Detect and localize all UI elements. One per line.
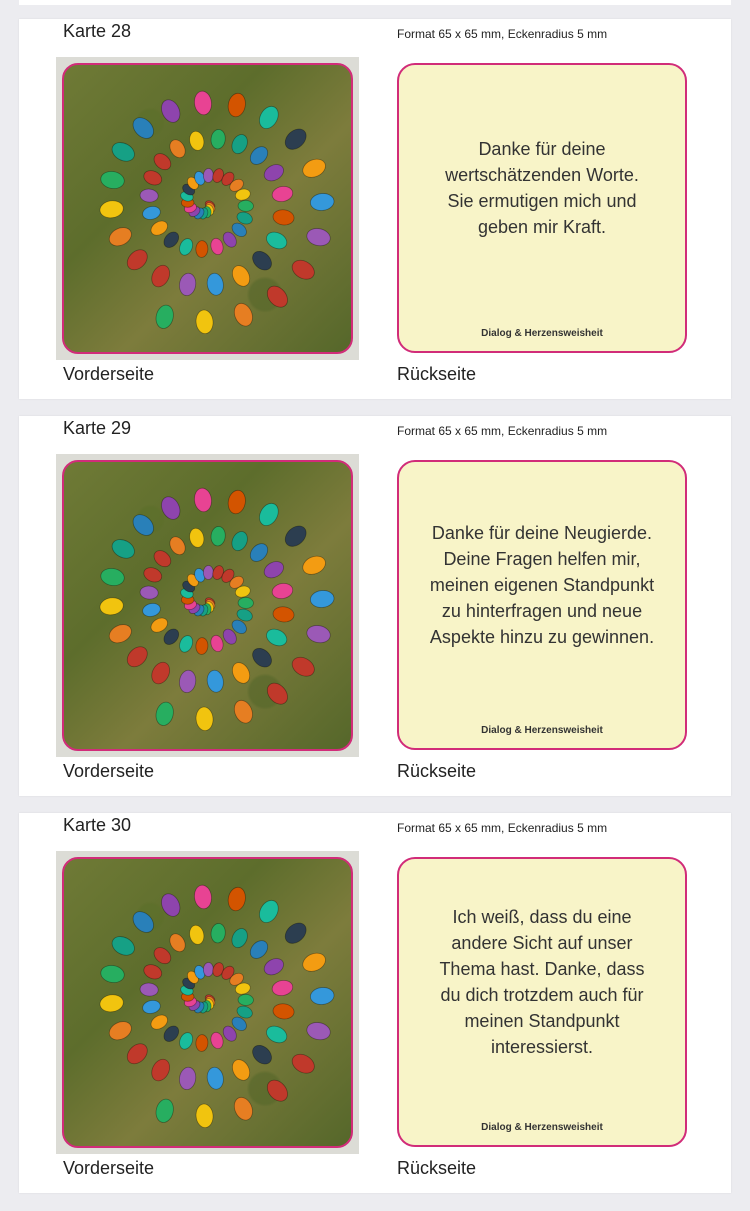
- painted-stone: [188, 924, 206, 946]
- painted-stone: [281, 919, 310, 948]
- painted-stone: [154, 303, 176, 330]
- previous-page-edge: [19, 0, 731, 5]
- painted-stone: [151, 547, 174, 570]
- painted-stone: [289, 256, 318, 283]
- painted-stone: [195, 706, 214, 731]
- painted-stone: [142, 168, 164, 188]
- card-page-29: [19, 416, 731, 796]
- painted-stone: [140, 585, 159, 600]
- painted-stone: [263, 679, 291, 708]
- painted-stone: [158, 891, 184, 920]
- painted-stone: [193, 90, 213, 116]
- painted-stone: [195, 240, 208, 258]
- painted-stone: [167, 931, 189, 954]
- back-label: Rückseite: [397, 1158, 477, 1178]
- painted-stone: [209, 237, 225, 256]
- painted-stone: [206, 669, 225, 693]
- format-note: Format 65 x 65 mm, Eckenradius 5 mm: [397, 424, 608, 438]
- painted-stone: [310, 986, 335, 1005]
- painted-stone: [289, 653, 318, 680]
- painted-stone: [106, 621, 134, 646]
- painted-stone: [249, 1042, 275, 1068]
- painted-stone: [123, 1040, 151, 1068]
- painted-stone: [177, 634, 195, 654]
- painted-stone: [271, 185, 294, 204]
- painted-stone: [210, 129, 226, 150]
- painted-stone: [229, 263, 253, 290]
- card-front-image: [56, 851, 359, 1154]
- painted-stone: [195, 1103, 214, 1128]
- card-back-text: Ich weiß, dass du eine andere Sicht auf unser Thema hast. Danke, dass du dich trotzdem auch für meinen Standpunkt interessierst.: [439, 907, 645, 1057]
- painted-stone: [256, 897, 282, 926]
- painted-stone: [238, 200, 254, 212]
- painted-stone: [188, 130, 206, 152]
- painted-stone: [231, 1095, 256, 1123]
- painted-stone: [310, 589, 335, 608]
- painted-stone: [193, 487, 213, 513]
- painted-stone: [178, 272, 197, 297]
- painted-stone: [99, 567, 125, 588]
- painted-stone: [264, 229, 290, 252]
- painted-stone: [210, 526, 226, 547]
- card-back: [397, 63, 687, 353]
- painted-stone: [123, 643, 151, 671]
- painted-stone: [195, 637, 208, 655]
- painted-stone: [271, 582, 294, 601]
- painted-stone: [99, 993, 125, 1013]
- front-label: Vorderseite: [63, 1158, 155, 1178]
- painted-stone: [109, 933, 138, 959]
- card-front-image: [56, 57, 359, 360]
- painted-stone: [238, 597, 254, 609]
- card-page-30: [19, 813, 731, 1193]
- painted-stone: [154, 700, 176, 727]
- format-note: Format 65 x 65 mm, Eckenradius 5 mm: [397, 27, 608, 41]
- painted-stone: [188, 527, 206, 549]
- stone-spiral-photo: [62, 857, 353, 1148]
- painted-stone: [272, 1002, 295, 1020]
- painted-stone: [264, 626, 290, 649]
- painted-stone: [158, 494, 184, 523]
- painted-stone: [148, 1056, 173, 1084]
- painted-stone: [226, 886, 247, 912]
- painted-stone: [281, 125, 310, 154]
- painted-stone: [247, 540, 271, 565]
- painted-stone: [167, 137, 189, 160]
- format-note: Format 65 x 65 mm, Eckenradius 5 mm: [397, 821, 608, 835]
- stone-spiral-photo: [62, 460, 353, 751]
- painted-stone: [229, 660, 253, 687]
- painted-stone: [106, 1018, 134, 1043]
- painted-stone: [261, 161, 286, 184]
- painted-stone: [99, 964, 125, 985]
- painted-stone: [226, 489, 247, 515]
- painted-stone: [195, 309, 214, 334]
- painted-stone: [203, 168, 213, 182]
- painted-stone: [261, 558, 286, 581]
- painted-stone: [99, 170, 125, 191]
- painted-stone: [249, 248, 275, 274]
- painted-stone: [178, 669, 197, 694]
- card-back-text: Danke für deine wertschätzenden Worte. Sie ermutigen mich und geben mir Kraft.: [445, 139, 639, 237]
- card-back-brand: Dialog & Herzensweisheit: [481, 725, 603, 736]
- painted-stone: [123, 246, 151, 274]
- painted-stone: [229, 926, 250, 950]
- painted-stone: [178, 1066, 197, 1091]
- painted-stone: [148, 659, 173, 687]
- painted-stone: [193, 884, 213, 910]
- painted-stone: [256, 500, 282, 529]
- painted-stone: [272, 605, 295, 623]
- painted-stone: [247, 937, 271, 962]
- painted-stone: [238, 994, 254, 1006]
- card-title: Karte 29: [63, 418, 132, 438]
- painted-stone: [151, 944, 174, 967]
- painted-stone: [99, 199, 125, 219]
- painted-stone: [148, 262, 173, 290]
- painted-stone: [256, 103, 282, 132]
- back-label: Rückseite: [397, 761, 477, 781]
- painted-stone: [142, 565, 164, 585]
- painted-stone: [129, 114, 158, 143]
- painted-stone: [300, 950, 329, 975]
- card-back-brand: Dialog & Herzensweisheit: [481, 328, 603, 339]
- painted-stone: [264, 1023, 290, 1046]
- painted-stone: [106, 224, 134, 249]
- painted-stone: [305, 1020, 332, 1042]
- painted-stone: [231, 301, 256, 329]
- painted-stone: [263, 1076, 291, 1105]
- painted-stone: [226, 92, 247, 118]
- painted-stone: [129, 511, 158, 540]
- painted-stone: [140, 982, 159, 997]
- painted-stone: [289, 1050, 318, 1077]
- painted-stone: [109, 536, 138, 562]
- card-back: [397, 460, 687, 750]
- painted-stone: [247, 143, 271, 168]
- front-label: Vorderseite: [63, 761, 155, 781]
- painted-stone: [261, 955, 286, 978]
- painted-stone: [305, 623, 332, 645]
- painted-stone: [99, 596, 125, 616]
- card-front-image: [56, 454, 359, 757]
- painted-stone: [109, 139, 138, 165]
- painted-stone: [167, 534, 189, 557]
- painted-stone: [141, 999, 161, 1016]
- painted-stone: [249, 645, 275, 671]
- card-back-brand: Dialog & Herzensweisheit: [481, 1122, 603, 1133]
- card-title: Karte 28: [63, 21, 132, 41]
- painted-stone: [271, 979, 294, 998]
- front-label: Vorderseite: [63, 364, 155, 384]
- painted-stone: [141, 602, 161, 619]
- painted-stone: [272, 208, 295, 226]
- stone-spiral-photo: [62, 63, 353, 354]
- painted-stone: [310, 192, 335, 211]
- back-label: Rückseite: [397, 364, 477, 384]
- painted-stone: [141, 205, 161, 222]
- painted-stone: [305, 226, 332, 248]
- painted-stone: [263, 282, 291, 311]
- painted-stone: [206, 1066, 225, 1090]
- painted-stone: [158, 97, 184, 126]
- card-page-28: [19, 19, 731, 399]
- painted-stone: [151, 150, 174, 173]
- card-back: [397, 857, 687, 1147]
- painted-stone: [300, 553, 329, 578]
- painted-stone: [209, 634, 225, 653]
- painted-stone: [154, 1097, 176, 1124]
- card-title: Karte 30: [63, 815, 132, 835]
- painted-stone: [229, 529, 250, 553]
- painted-stone: [229, 1057, 253, 1084]
- painted-stone: [210, 923, 226, 944]
- painted-stone: [209, 1031, 225, 1050]
- painted-stone: [142, 962, 164, 982]
- painted-stone: [195, 1034, 208, 1052]
- painted-stone: [281, 522, 310, 551]
- painted-stone: [231, 698, 256, 726]
- card-back-text: Danke für deine Neugierde. Deine Fragen helfen mir, meinen eigenen Standpunkt zu hinterfragen und neue Aspekte hinzu zu gewinnen.: [429, 523, 655, 647]
- painted-stone: [229, 132, 250, 156]
- painted-stone: [206, 272, 225, 296]
- painted-stone: [140, 188, 159, 203]
- painted-stone: [300, 156, 329, 181]
- painted-stone: [203, 962, 213, 976]
- painted-stone: [129, 908, 158, 937]
- painted-stone: [177, 1031, 195, 1051]
- painted-stone: [177, 237, 195, 257]
- painted-stone: [203, 565, 213, 579]
